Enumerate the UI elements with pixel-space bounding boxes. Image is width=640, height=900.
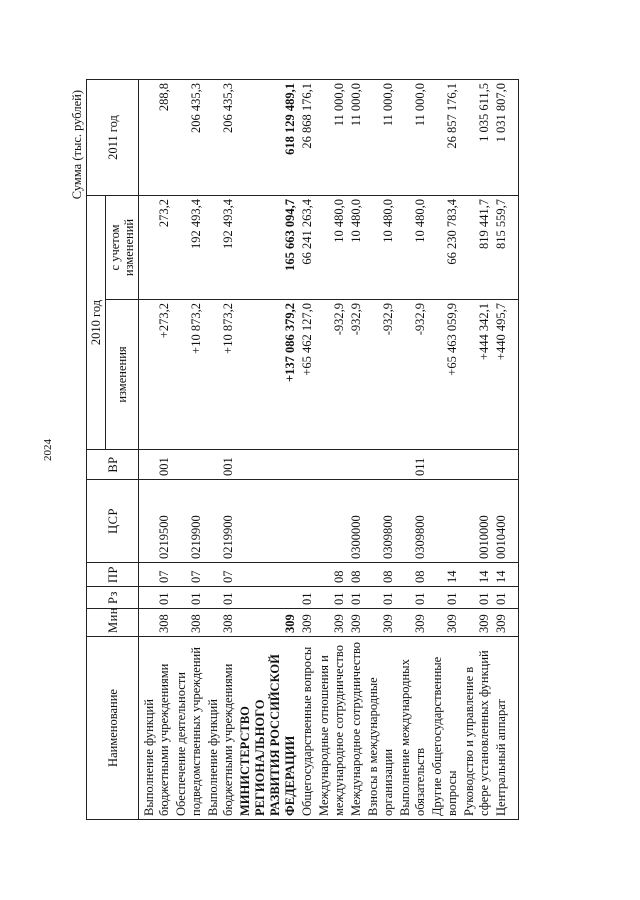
row-rz: 01 [173,587,205,609]
row-pr: 08 [397,563,429,587]
row-rz: 01 [493,587,510,609]
row-csr: 0219900 [205,480,237,563]
row-with-changes: 10 480,0 [397,195,429,299]
row-pr [237,563,299,587]
row-csr [237,480,299,563]
row-with-changes: 10 480,0 [316,195,348,299]
row-name: Международное сотрудничество [348,637,365,820]
row-with-changes: 273,2 [139,195,174,299]
row-with-changes: 819 441,7 [461,195,493,299]
row-vr [237,450,299,480]
row-with-changes: 192 493,4 [205,195,237,299]
row-csr [316,480,348,563]
row-pr: 08 [316,563,348,587]
table-row [429,79,461,819]
table-row [173,79,205,819]
header-vr: ВР [87,450,139,480]
row-vr [299,450,316,480]
row-rz: 01 [429,587,461,609]
row-changes: -932,9 [316,300,348,450]
row-min: 309 [348,609,365,637]
row-name: Выполнение международных обязательств [397,637,429,820]
budget-table [86,79,519,820]
row-csr [429,480,461,563]
header-min: Мин [87,609,139,637]
row-vr [493,450,510,480]
row-2011: 206 435,3 [205,79,237,195]
row-min: 308 [173,609,205,637]
row-pr: 08 [365,563,397,587]
row-with-changes: 165 663 094,7 [237,195,299,299]
row-rz: 01 [205,587,237,609]
row-with-changes: 192 493,4 [173,195,205,299]
row-rz: 01 [348,587,365,609]
row-name: Руководство и управление в сфере установленных функций [461,637,493,820]
rotated-page [70,80,570,820]
row-min: 309 [397,609,429,637]
row-changes: +65 463 059,9 [429,300,461,450]
row-2011: 618 129 489,1 [237,79,299,195]
header-csr: ЦСР [87,480,139,563]
row-pr: 07 [139,563,174,587]
header-name: Наименование [87,637,139,820]
header-with-changes: с учетом изменений [106,195,139,299]
row-min: 309 [365,609,397,637]
row-csr: 0309800 [365,480,397,563]
row-changes: +273,2 [139,300,174,450]
row-pr: 07 [173,563,205,587]
row-with-changes: 66 241 263,4 [299,195,316,299]
table-row [299,79,316,819]
row-min: 309 [493,609,510,637]
row-csr: 0219500 [139,480,174,563]
header-rz: Рз [87,587,139,609]
row-changes: -932,9 [397,300,429,450]
row-changes: +440 495,7 [493,300,510,450]
row-with-changes: 815 559,7 [493,195,510,299]
row-2011: 26 868 176,1 [299,79,316,195]
row-rz: 01 [365,587,397,609]
row-pr: 07 [205,563,237,587]
row-changes: -932,9 [348,300,365,450]
row-rz: 01 [461,587,493,609]
row-2011: 1 031 807,0 [493,79,510,195]
row-2011: 206 435,3 [173,79,205,195]
row-rz: 01 [299,587,316,609]
row-min: 308 [139,609,174,637]
row-vr: 011 [397,450,429,480]
row-min: 309 [429,609,461,637]
row-csr: 0010400 [493,480,510,563]
row-min: 309 [237,609,299,637]
row-vr: 001 [139,450,174,480]
row-name: Выполнение функций бюджетными учреждениями [205,637,237,820]
row-pr: 14 [493,563,510,587]
row-changes: +10 873,2 [173,300,205,450]
row-rz: 01 [139,587,174,609]
row-rz: 01 [316,587,348,609]
row-pr [299,563,316,587]
row-name: МИНИСТЕРСТВО РЕГИОНАЛЬНОГО РАЗВИТИЯ РОССИЙСКОЙ ФЕДЕРАЦИИ [237,637,299,820]
row-vr [429,450,461,480]
header-year-2011: 2011 год [87,79,139,195]
row-name: Центральный аппарат [493,637,510,820]
page-number: 2024 [42,439,54,461]
units-caption: Сумма (тыс. рублей) [70,90,84,200]
row-rz: 01 [397,587,429,609]
header-year-2010: 2010 год [87,195,106,449]
row-name: Международные отношения и международное сотрудничество [316,637,348,820]
row-2011: 11 000,0 [397,79,429,195]
row-name: Общегосударственные вопросы [299,637,316,820]
row-vr [348,450,365,480]
table-row [397,79,429,819]
row-pr: 14 [461,563,493,587]
row-csr [299,480,316,563]
row-2011: 1 035 611,5 [461,79,493,195]
row-2011: 11 000,0 [348,79,365,195]
row-vr: 001 [205,450,237,480]
table-row [139,79,174,819]
row-with-changes: 10 480,0 [365,195,397,299]
row-rz [237,587,299,609]
row-csr: 0309800 [397,480,429,563]
row-2011: 11 000,0 [365,79,397,195]
table-bottom-spacer [510,79,519,819]
row-csr: 0300000 [348,480,365,563]
row-changes: +137 086 379,2 [237,300,299,450]
row-pr: 08 [348,563,365,587]
row-2011: 26 857 176,1 [429,79,461,195]
row-vr [365,450,397,480]
row-vr [173,450,205,480]
row-vr [461,450,493,480]
row-csr: 0010000 [461,480,493,563]
header-pr: ПР [87,563,139,587]
row-min: 309 [299,609,316,637]
row-changes: +65 462 127,0 [299,300,316,450]
table-row [365,79,397,819]
row-min: 309 [461,609,493,637]
row-name: Выполнение функций бюджетными учреждениями [139,637,174,820]
table-row [316,79,348,819]
row-name: Обеспечение деятельности подведомственных учреждений [173,637,205,820]
row-name: Взносы в международные организации [365,637,397,820]
row-changes: +444 342,1 [461,300,493,450]
table-row [493,79,510,819]
row-min: 308 [205,609,237,637]
row-changes: -932,9 [365,300,397,450]
row-vr [316,450,348,480]
row-pr: 14 [429,563,461,587]
header-changes: изменения [106,300,139,450]
table-row [348,79,365,819]
row-with-changes: 66 230 783,4 [429,195,461,299]
table-row [205,79,237,819]
table-row [461,79,493,819]
row-name: Другие общегосударственные вопросы [429,637,461,820]
row-with-changes: 10 480,0 [348,195,365,299]
row-changes: +10 873,2 [205,300,237,450]
row-2011: 288,8 [139,79,174,195]
row-min: 309 [316,609,348,637]
table-row [237,79,299,819]
table-body [139,79,519,819]
row-csr: 0219900 [173,480,205,563]
row-2011: 11 000,0 [316,79,348,195]
